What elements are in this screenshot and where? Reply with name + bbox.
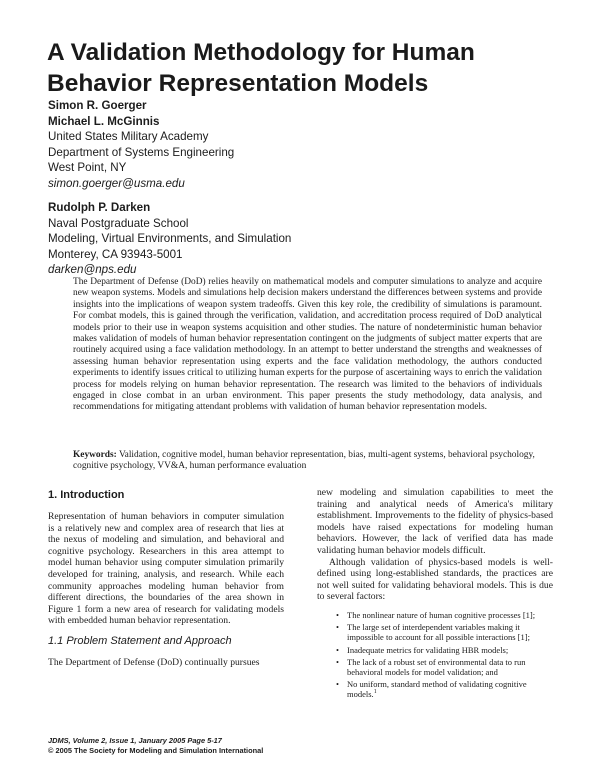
affiliation-line: West Point, NY (48, 161, 127, 175)
paper-title: A Validation Methodology for Human Behavior Representation Models (47, 39, 475, 97)
author-name: Simon R. Goerger (48, 99, 147, 112)
continued-paragraph: new modeling and simulation capabilities to meet the training and analytical needs of America's military establishment. Improvements to the fidelity of physics-based models have raised expectations for modeling human behaviors. However, the lack of verified data has made validating human behavior models difficult. (317, 487, 553, 556)
left-column (48, 488, 284, 669)
author-email[interactable]: simon.goerger@usma.edu (48, 176, 185, 190)
author-email[interactable]: darken@nps.edu (48, 263, 137, 277)
right-column (317, 487, 553, 702)
problem-paragraph: The Department of Defense (DoD) continually pursues (48, 656, 260, 668)
list-item: • Inadequate metrics for validating HBR models; (336, 645, 553, 655)
intro-paragraph: Representation of human behaviors in computer simulation is a relatively new and complex area of research that lies at the nexus of modeling and simulation, and behavioral and cognitive psychology. Researchers in this area attempt to model human behavior using computer simulation primarily developed for training, analysis, and research. While each community approaches modeling human behavior from different directions, the boundaries of the area shown in Figure 1 form a new area of research for validating models with embedded human behavior representation. (48, 511, 284, 627)
affiliation-line: Monterey, CA 93943-5001 (48, 247, 183, 261)
footnote-marker[interactable]: 1 (373, 689, 377, 696)
keywords-label: Keywords: (73, 450, 117, 460)
affiliation-line: Naval Postgraduate School (48, 216, 189, 230)
list-item: • The large set of interdependent variables making it impossible to account for all possible interactions [1]; (336, 622, 553, 642)
keywords (73, 450, 542, 473)
author-name: Michael L. McGinnis (48, 114, 160, 128)
subsection-heading-problem-statement: 1.1 Problem Statement and Approach (48, 634, 232, 647)
affiliation-line: Modeling, Virtual Environments, and Simulation (48, 232, 292, 246)
journal-citation: JDMS, Volume 2, Issue 1, January 2005 Page 5-17 (48, 736, 222, 745)
factor-list (317, 610, 553, 700)
list-item: • The lack of a robust set of environmental data to run behavioral models for model validation; and (336, 657, 553, 677)
keywords-text: Validation, cognitive model, human behavior representation, bias, multi-agent systems, behavioral psychology, cognitive psychology, VV&A, human performance evaluation (73, 450, 535, 472)
list-item: • The nonlinear nature of human cognitive processes [1]; (336, 610, 553, 620)
abstract: The Department of Defense (DoD) relies heavily on mathematical models and computer simulations to analyze and acquire new weapon systems. Models and simulations help decision makers understand the differences between systems and provide insights into the implications of weapon system tradeoffs. Given this key role, the credibility of simulations is paramount. For combat models, this is gained through the verification, validation, and accreditation process required of DoD analytical models prior to their use in weapon systems acquisition and other studies. The nature of nondeterministic human behavior makes validation of models of human behavior representation contingent on the judgments of subject matter experts that are routinely acquired using a face validation methodology. In an attempt to better understand the strengths and weaknesses of assessing human behavior representation using experts and the face validation methodology, the authors conducted experiments to identify issues critical to utilizing human experts for the purpose of ascertaining ways to enrich the validation process for models relying on human behavior representation. The research was limited to the behaviors of individuals engaged in close combat in an urban environment. This paper presents the study methodology, data analysis, and recommendations for mitigating attendant problems with validation of human behavior representation models. (73, 277, 542, 413)
affiliation-line: United States Military Academy (48, 130, 209, 144)
author-block-2 (48, 200, 291, 278)
author-name: Rudolph P. Darken (48, 201, 151, 214)
affiliation-line: Department of Systems Engineering (48, 145, 235, 159)
validation-paragraph: Although validation of physics-based models is well-defined using long-established standards, the practices are not well suited for validating behavioral models. This is due to several factors: (317, 556, 553, 603)
list-item: • No uniform, standard method of validating cognitive models.$^1$ (336, 679, 553, 699)
author-block-1 (48, 98, 234, 192)
section-heading-introduction: 1. Introduction (48, 489, 125, 501)
copyright-line: © 2005 The Society for Modeling and Simulation International (48, 745, 264, 755)
page-footer (48, 736, 263, 755)
